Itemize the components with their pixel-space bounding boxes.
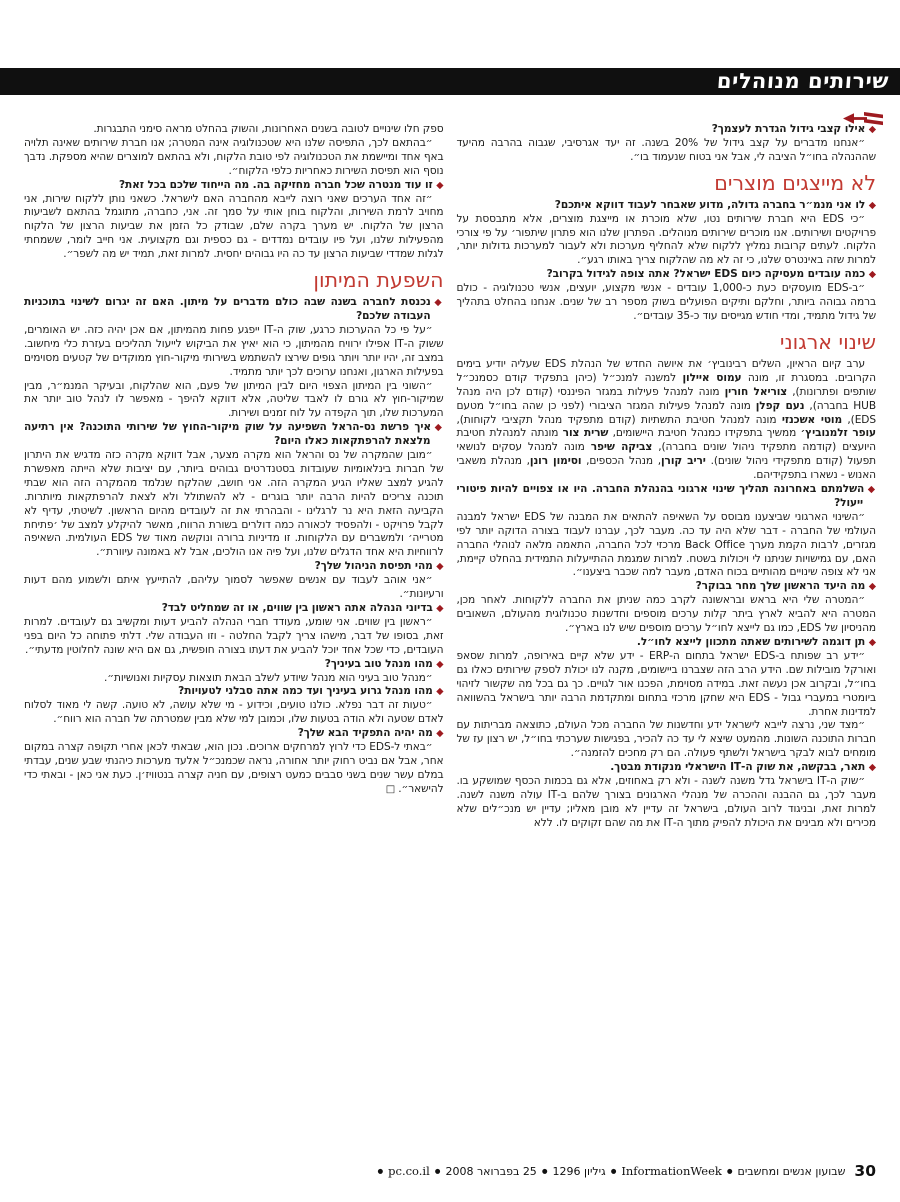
article-paragraph: ״שוק ה-IT בישראל גדל משנה לשנה - ולא רק באחוזים, אלא גם בכמות הכסף שמושקע בו. מעבר לכך, גם ההבנה וההכרה של מנהלי הארגונים בצורך שלהם ב-IT עולה משנה לשנה. למרות זאת, ובניגוד לרוב העולם, בישראל זה עדיין לא מובן מאליו; עדיין יש מנכ״לים שלא מכירים ולא מבינים את היכולת להפיק מתוך ה-IT את מה שהם זקוקים לו. ללא (456, 775, 876, 829)
interview-question: ◆ מהי תפיסת הניהול שלך? (314, 560, 444, 573)
interview-question: ◆ מהו מנהל גרוע בעיניך ועד כמה אתה סבלני לטעויות? (178, 685, 444, 698)
interview-question: ◆ מה יהיה התפקיד הבא שלך? (297, 727, 444, 740)
diamond-bullet-icon: ◆ (868, 637, 876, 648)
bullet-separator-icon: ● (377, 1167, 384, 1175)
article-paragraph: ״מצד שני, נרצה לייבא לישראל ידע וחדשנות של החברה מכל העולם, כתוצאה מבריתות עם חברות התוכנה השונות. מהמעט שיצא לי עד כה להכיר, בפגישות שערכתי בחו״ל, יש רצון עז של מומחים לבוא לבקר בישראל ולשתף פעולה. הם רק מחכים להזמנה״. (456, 719, 876, 760)
diamond-bullet-icon: ◆ (436, 658, 444, 670)
page-number: 30 (854, 1162, 876, 1180)
interview-question: ◆ אילו קצבי גידול הגדרת לעצמך? (711, 123, 876, 135)
article-paragraph: ״מובן שהמקרה של נס והראל הוא מקרה מצער, אבל דווקא מקרה כזה מדגיש את היתרון של חברות בינלאומיות שעובדות בסטנדרטים גבוהים ביותר, עם יציבות שלא הייתה מאפשרת להגיע למצב שאליו הגיע המקרה הזה. אני חושב, שהלקח שנלמד מהמקרה הזה הוא שבתי תוכנה צריכים להיות הרבה יותר בוגרים - לא להשתולל ולא לצאת להרפתקאות מיותרות. הקביעה הזאת היא נר לרגלינו - והבהרתי את זה לעובדים מהיום הראשון. לשיטתי, עדיף לא לקבל פרויקט - ולהפסיד לכאורה כמה דולרים בשורת הרווח, מאשר להיקלע למצב של ׳פתיחת מטרייה׳ ולמשברים עם הלקוחות. זו מדיניות ברורה ונוקשה מאוד של EDS העולמית. השאיפה לרווחיות היא אחד הדגלים שלנו, ועל פיה אנו הולכים, אבל לא באמונה עיוורת״. (24, 449, 444, 559)
interview-question: ◆ מהו מנהל טוב בעיניך? (324, 657, 444, 670)
interview-question: ◆ נכנסת לחברה בשנה שבה כולם מדברים על מיתון. האם זה יגרום לשינוי בתוכניות העבודה שלכם? (24, 296, 444, 322)
diamond-bullet-icon: ◆ (436, 728, 444, 740)
footer-item: 25 בפברואר 2008 (445, 1165, 537, 1178)
diamond-bullet-icon: ◆ (434, 422, 444, 434)
footer-publication-line (372, 1165, 845, 1178)
column-right (457, 123, 877, 1137)
bullet-separator-icon: ● (434, 1167, 441, 1175)
section-heading: השפעת המיתון (313, 268, 444, 293)
interview-question: ◆ השלמתם באחרונה תהליך שינוי ארגוני בהנהלת החברה. היו או צפויים להיות פיטורי ייעול? (456, 483, 876, 509)
article-paragraph: ״אני אוהב לעבוד עם אנשים שאפשר לסמוך עליהם, להתייעץ איתם ולשמוע מהם דעות ורעיונות״. (24, 574, 444, 601)
interview-question: ◆ זו עוד מנטרה שכל חברה מחזיקה בה. מה הייחוד שלכם בכל זאת? (118, 178, 444, 191)
article-paragraph: ״אנחנו מדברים על קצב גידול של 20% בשנה. זה יעד אגרסיבי, שגבוה בהרבה מהיעד שההנהלה בחו״ל הציבה לי, אבל אני בטוח שנעמוד בו״. (456, 136, 876, 163)
article-paragraph: ״ידע רב שפותח ב-EDS ישראל בתחום ה-ERP - ידע שלא קיים באירופה, למרות שסאפ ואורקל מובילות שם. הידע הרב הזה שצברנו ביישומים, מקנה לנו יכולת לספק שירותים כאלו גם בחו״ל, ובקרוב אכן נעשה זאת. במידה מסוימת, הפכנו אור לגויים. כך גם בכל מה שקשור לזיהוי ביומטרי במעברי גבול - EDS היא שחקן מרכזי בתחום ומתקדמת הרבה יותר בישראל בהשוואה למדינות אחרת. (456, 649, 876, 718)
diamond-bullet-icon: ◆ (434, 297, 444, 309)
interview-question: ◆ לו אני מנמ״ר בחברה גדולה, מדוע שאבחר לעבוד דווקא איתכם? (554, 198, 876, 211)
footer-item: גיליון 1296 (552, 1165, 606, 1178)
footer-item: InformationWeek (621, 1164, 722, 1178)
interview-question: ◆ איך פרשת נס-הראל השפיעה על שוק מיקור-החוץ של שירותי התוכנה? אין רתיעה מלצאת להרפתקאות כאלו היום? (24, 421, 444, 448)
article-paragraph: ״בהתאם לכך, התפיסה שלנו היא שטכנולוגיה אינה המטרה; אנו חברת שירותים שאינה תלויה באף אחד ומיישמת את הטכנולוגיה לפי טובת הלקוח, ולא בהתאם למוצרים שהיא מספקת. נדבך נוסף הוא תפיסת השירות כאחריות כלפי הלקוח״. (24, 136, 444, 177)
article-paragraph: ספק חלו שינויים לטובה בשנים האחרונות, והשוק בהחלט מראה סימני התבגרות. (93, 123, 444, 135)
interview-question: ◆ כמה עובדים מעסיקה כיום EDS ישראל? אתה צופה לגידול בקרוב? (546, 268, 876, 281)
bullet-separator-icon: ● (610, 1167, 617, 1175)
article-paragraph: ערב קיום הראיון, השלים רבינוביץ׳ את איושה החדש של הנהלת EDS שעליה יודיע בימים הקרובים. במסגרת זו, מונה עמוס איילון למשנה למנכ״ל (כיהן בתפקיד קודם כסמנכ״ל שותפים ופתרונות), צוריאל חורין מונה למנהל פעילות במגזר הפיננסי (קודם לכן היה מנהל HUB בחברה), נעם קפלן מונה למנהל פעילות המגזר הציבורי (לפני כן שהה בחו״ל מטעם EDS), מוטי אשכנזי מונה למנהל חטיבת התשתיות (קודם מתפקיד מנהל תקציבי לקוחות), עופר זלמנוביץ׳ ממשיך בתפקידו כמנהל חטיבת היישומים, שרית צור מונתה למנהלת חטיבת היועצים (קודמה מתפקיד ניהול שונים בחברה), צביקה שיפר מונה למנהל עסקים לנושאי תפעול (קודם מתפקידי ניהול שונים). יריב קורן, מנהל הכספים, וסימון רונן, מנהלת משאבי האנוש - נשארו בתפקידיהם. (456, 357, 876, 482)
article-paragraph: ״ב-EDS מועסקים כעת כ-1,000 עובדים - אנשי מקצוע, יועצים, אנשי טכנולוגיה - כולם ברמה גבוהה ביותר, וחלקם ותיקים הפועלים בשוק מספר רב של שנים. אנחנו בהחלט בתהליך של גידול מתמיד, ומדי חודש מגייסים עוד כ-35 עובדים״. (456, 282, 876, 322)
article-paragraph: ״זה אחד הערכים שאני רוצה לייבא מהחברה האם לישראל. כשאני נותן ללקוח שירות, אני מחויב לרמת השירות, והלקוח בוחן אותי על סמך זה. אני, כחברה, מתוגמל בהתאם לשביעות הרצון של הלקוח. יש מערך בקרה שלם, שבודק כל הזמן את שביעות הרצון של הלקוח מהפעילות שלנו, ועל פיו עובדים נמדדים - גם כספית וגם מקצועית. אני חייב לומר, ששמחתי לגלות שמדדי שביעות הרצון עד כה היו גבוהים יחסית. למרות זאת, תמיד יש מה לשפר״. (24, 192, 444, 261)
article-paragraph: ״באתי ל-EDS כדי לרוץ למרחקים ארוכים. נכון הוא, שבאתי לכאן אחרי תקופה קצרה במקום אחר, אבל אם נביט רחוק יותר אחורה, נראה שכמנכ״ל אלעד מערכות כיהנתי שבע שנים, עבדתי במלם עשר שנים בשני סבבים כמעט רצופים, עם חניה קצרה בנטוויז׳ן. כעת אני כאן - ובאתי כדי להישאר״. □ (24, 741, 444, 795)
interview-question: ◆ תן דוגמה לשירותים שאתה מתכוון לייצא לחו״ל. (636, 636, 876, 648)
article-paragraph: ״טעות זה דבר נפלא. כולנו טועים, וכידוע - מי שלא עושה, לא טועה. קשה לי מאוד לסלוח לאדם שטעה ולא הודה בטעות שלו, וכמובן למי שלא מבין שמטרתה של חברה הוא רווח״. (24, 699, 444, 726)
diamond-bullet-icon: ◆ (868, 762, 876, 774)
bullet-separator-icon: ● (726, 1167, 733, 1175)
diamond-bullet-icon: ◆ (867, 484, 876, 496)
diamond-bullet-icon: ◆ (868, 199, 876, 211)
section-heading: שינוי ארגוני (779, 329, 876, 354)
article-paragraph: ״ראשון בין שווים. אני שומע, מעודד חברי הנהלה להביע דעות ומקשיב גם לעובדים. למרות זאת, בסופו של דבר, מישהו צריך לקבל החלטה - וזו העבודה שלי. דלתי פתוחה כל היום בפני העובדים, כדי שכל אחד יוכל להביע את דעתו בצורה חופשית, גם אם היא שונה לחלוטין מדעתי״. (24, 615, 444, 656)
diamond-bullet-icon: ◆ (436, 179, 444, 191)
interview-question: ◆ תאר, בבקשה, את שוק ה-IT הישראלי מנקודת מבטך. (610, 761, 876, 774)
column-left (24, 123, 444, 1137)
diamond-bullet-icon: ◆ (436, 603, 444, 614)
diamond-bullet-icon: ◆ (868, 269, 876, 281)
article-paragraph: ״השוני בין המיתון הצפוי היום לבין המיתון של פעם, הוא שהלקוח, ובעיקר המנמ״ר, מבין שמיקור-חוץ לא גורם לו לאבד שליטה, אלא דווקא להיפך - מאפשר לו לנהל טוב יותר את המערכות שלו, תוך הקפדה על לוח זמנים ושירות. (24, 379, 444, 420)
page-footer (24, 1162, 876, 1180)
banner-title: שירותים מנוהלים (716, 69, 890, 93)
interview-question: ◆ בדיוני הנהלה אתה ראשון בין שווים, או זה שמחליט לבד? (161, 602, 444, 614)
article-paragraph: ״כי EDS היא חברת שירותים נטו, שלא מוכרת או מייצגת מוצרים, אלא מתבססת על פרויקטים ושירותים. אנו מוכרים שירותים מנוהלים. הפתרון שלנו הוא פתרון שיתפור׳ על פי צורכי הלקוח. לעתים קרובות נמליץ ללקוח שלא להחליף מערכות ולא לעבור למערכות גדולות יותר, למרות שזה באינטרס שלנו, כי זה לא מה שהלקוח צריך באותו רגע״. (456, 212, 876, 267)
article-paragraph: ״על פי כל ההערכות כרגע, שוק ה-IT ייפגע פחות מהמיתון, אם אכן יהיה כזה. יש האומרים, ששוק ה-IT אפילו ירוויח מהמיתון, כי הוא יאיץ את הביקוש לייעול תהליכים בעזרת כלי מיחשוב. במצב זה, יהיו יותר ויותר גופים שירצו להשתמש בשירותי מיקור-חוץ ממוקדים של קטעים מסוימים בפעילות הארגון, ואנחנו ערוכים לכך יותר מתמיד. (24, 323, 444, 378)
diamond-bullet-icon: ◆ (868, 581, 876, 593)
footer-item: שבועון אנשים ומחשבים (737, 1165, 846, 1178)
diamond-bullet-icon: ◆ (436, 561, 444, 573)
bullet-separator-icon: ● (541, 1167, 548, 1175)
footer-item: pc.co.il (388, 1164, 430, 1178)
interview-question: ◆ מה היעד הראשון שלך מחר בבוקר? (695, 580, 876, 593)
article-paragraph: ״השינוי הארגוני שביצענו מבוסס על השאיפה להתאים את המבנה של EDS ישראל למבנה העולמי של החברה - דבר שלא היה עד כה. מעבר לכך, עברנו לעבוד בצורה הדוקה יותר לפי מגזרים, לרבות הקמת מערך Back Office מרכזי לכל החברה, התאמה מלאה לנוהלי החברה האם, עם גמישויות שניתנו לי ויכולות בשטח. למרות שמגמת ההתייעלות התמידית בהחלט קיימת, אני לא צופה שינויים מהותיים בכוח האדם, מעבר למה שכבר ביצענו״. (456, 510, 876, 579)
end-of-article-mark: □ (385, 783, 399, 795)
section-heading: לא מייצגים מוצרים (714, 170, 876, 195)
diamond-bullet-icon: ◆ (436, 686, 444, 698)
diamond-bullet-icon: ◆ (868, 124, 876, 135)
section-banner (0, 68, 900, 95)
article-paragraph: ״מנהל טוב בעיני הוא מנהל שיודע לשלב הבאת תוצאות עסקיות ואנושיות״. (103, 671, 433, 684)
article-paragraph: ״המטרה שלי היא בראש ובראשונה לקרב כמה שניתן את החברה ללקוחות. לאחר מכן, המטרה היא להביא לארץ ביתר קלות ערכים מוספים וחדשנות טכנולוגית מהעולם, השאובים מהניסיון של EDS, כמו גם לייצא לחו״ל ערכים מוספים שיש לנו בארץ״. (456, 594, 876, 635)
article-body (24, 123, 876, 1137)
